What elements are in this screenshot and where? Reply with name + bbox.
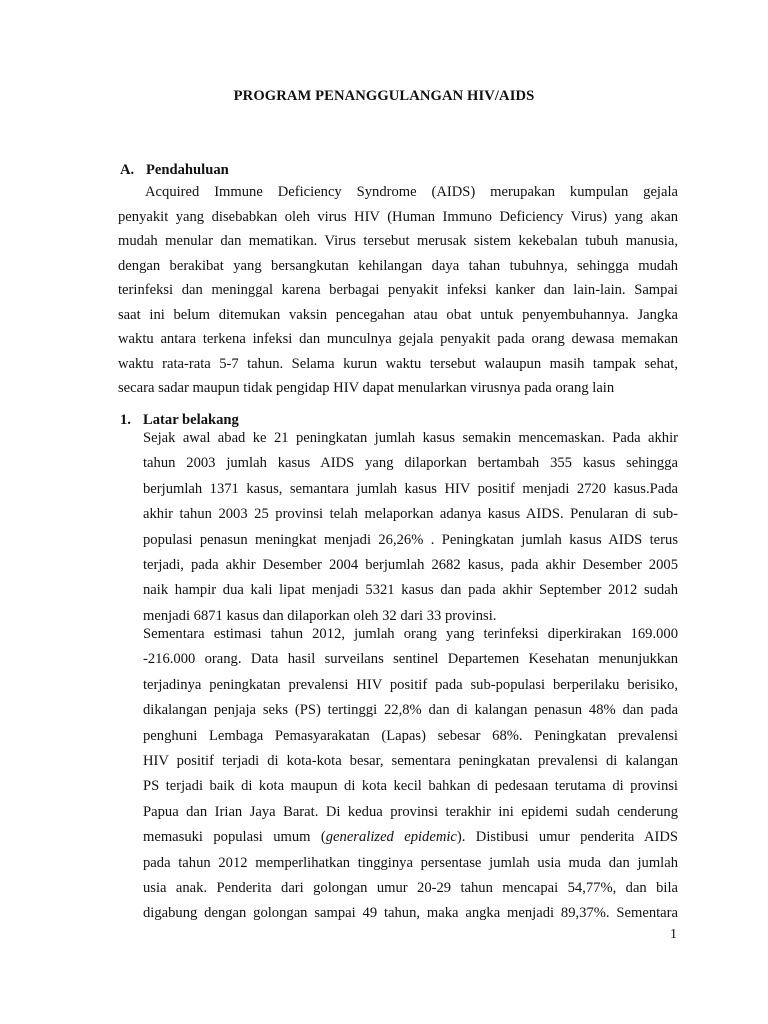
line-text: ). Distibusi umur penderita AIDS [456,829,678,846]
paragraph-line: dikalangan penjaja seks (PS) tertinggi 22,8% dan di kalangan penasun 48% dan pada [143,702,678,719]
paragraph-line: HIV positif terjadi di kota-kota besar, sementara peningkatan prevalensi di kalangan [143,753,678,770]
intro-line: terinfeksi dan meninggal karena berbagai penyakit infeksi kanker dan lain-lain. Sampai [118,282,678,298]
paragraph-line: usia anak. Penderita dari golongan umur 20-29 tahun mencapai 54,77%, dan bila [143,880,678,897]
paragraph-line: pada tahun 2012 memperlihatkan tingginya persentase jumlah usia muda dan jumlah [143,854,678,871]
line-text: memasuki populasi umum ( [143,829,326,846]
section-a-title: Pendahuluan [146,162,229,178]
paragraph-line: populasi penasun meningkat menjadi 26,26% . Peningkatan jumlah kasus AIDS terus [143,531,678,548]
paragraph-line: penghuni Lembaga Pemasyarakatan (Lapas) sebesar 68%. Peningkatan prevalensi [143,727,678,744]
paragraph-line: berjumlah 1371 kasus, semantara jumlah kasus HIV positif menjadi 2720 kasus.Pada [143,480,678,497]
document-title: PROGRAM PENANGGULANGAN HIV/AIDS [233,88,535,104]
intro-paragraph [118,180,678,401]
italic-term: generalized epidemic [325,829,457,846]
intro-line: waktu antara terkena infeksi dan munculnya gejala penyakit pada orang dewasa memakan [118,331,678,347]
section-1-title: Latar belakang [143,412,239,428]
section-1-label: 1. [120,412,131,428]
intro-line: secara sadar maupun tidak pengidap HIV dapat menularkan virusnya pada orang lain [118,380,615,396]
paragraph-line: PS terjadi baik di kota maupun di kota kecil bahkan di pedesaan terutama di provinsi [143,778,678,795]
paragraph-line: -216.000 orang. Data hasil surveilans sentinel Departemen Kesehatan menunjukkan [143,651,678,668]
intro-line: dengan berakibat yang bersangkutan kehilangan daya tahan tubuhnya, sehingga mudah [118,257,678,274]
intro-line: saat ini belum ditemukan vaksin pencegahan atau obat untuk penyembuhannya. Jangka [118,306,678,323]
paragraph-line: digabung dengan golongan sampai 49 tahun, maka angka menjadi 89,37%. Sementara [143,905,678,922]
intro-line: waktu rata-rata 5-7 tahun. Selama kurun waktu tersebut walaupun masih tampak sehat, [118,355,678,372]
paragraph-line: Sementara estimasi tahun 2012, jumlah orang yang terinfeksi diperkirakan 169.000 [143,626,678,642]
paragraph-line: akhir tahun 2003 25 provinsi telah melaporkan adanya kasus AIDS. Penularan di sub- [143,506,678,523]
background-paragraph-1 [143,426,678,629]
section-a-heading [120,162,229,179]
intro-line: penyakit yang disebabkan oleh virus HIV (Human Immuno Deficiency Virus) yang akan [118,208,678,225]
page-number: 1 [670,927,677,942]
paragraph-line: tahun 2003 jumlah kasus AIDS yang dilaporkan bertambah 355 kasus sehingga [143,455,678,472]
paragraph-line: terjadinya peningkatan prevalensi HIV positif pada sub-populasi berperilaku berisiko, [143,676,678,693]
paragraph-line: Papua dan Irian Jaya Barat. Di kedua provinsi terakhir ini epidemi sudah cenderung [143,803,678,820]
paragraph-line: terjadi, pada akhir Desember 2004 berjumlah 2682 kasus, pada akhir Desember 2005 [143,557,678,574]
paragraph-line: Sejak awal abad ke 21 peningkatan jumlah kasus semakin mencemaskan. Pada akhir [143,430,678,446]
intro-line: mudah menular dan mematikan. Virus tersebut merusak sistem kekebalan tubuh manusia, [118,233,678,249]
background-paragraph-2 [143,622,678,927]
paragraph-line: menjadi 6871 kasus dan dilaporkan oleh 32 dari 33 provinsi. [143,607,497,624]
intro-line: Acquired Immune Deficiency Syndrome (AIDS) merupakan kumpulan gejala [145,184,678,200]
paragraph-line: naik hampir dua kali lipat menjadi 5321 kasus dan pada akhir September 2012 sudah [143,582,678,599]
section-a-label: A. [120,162,135,178]
paragraph-line-with-italic [143,825,678,850]
